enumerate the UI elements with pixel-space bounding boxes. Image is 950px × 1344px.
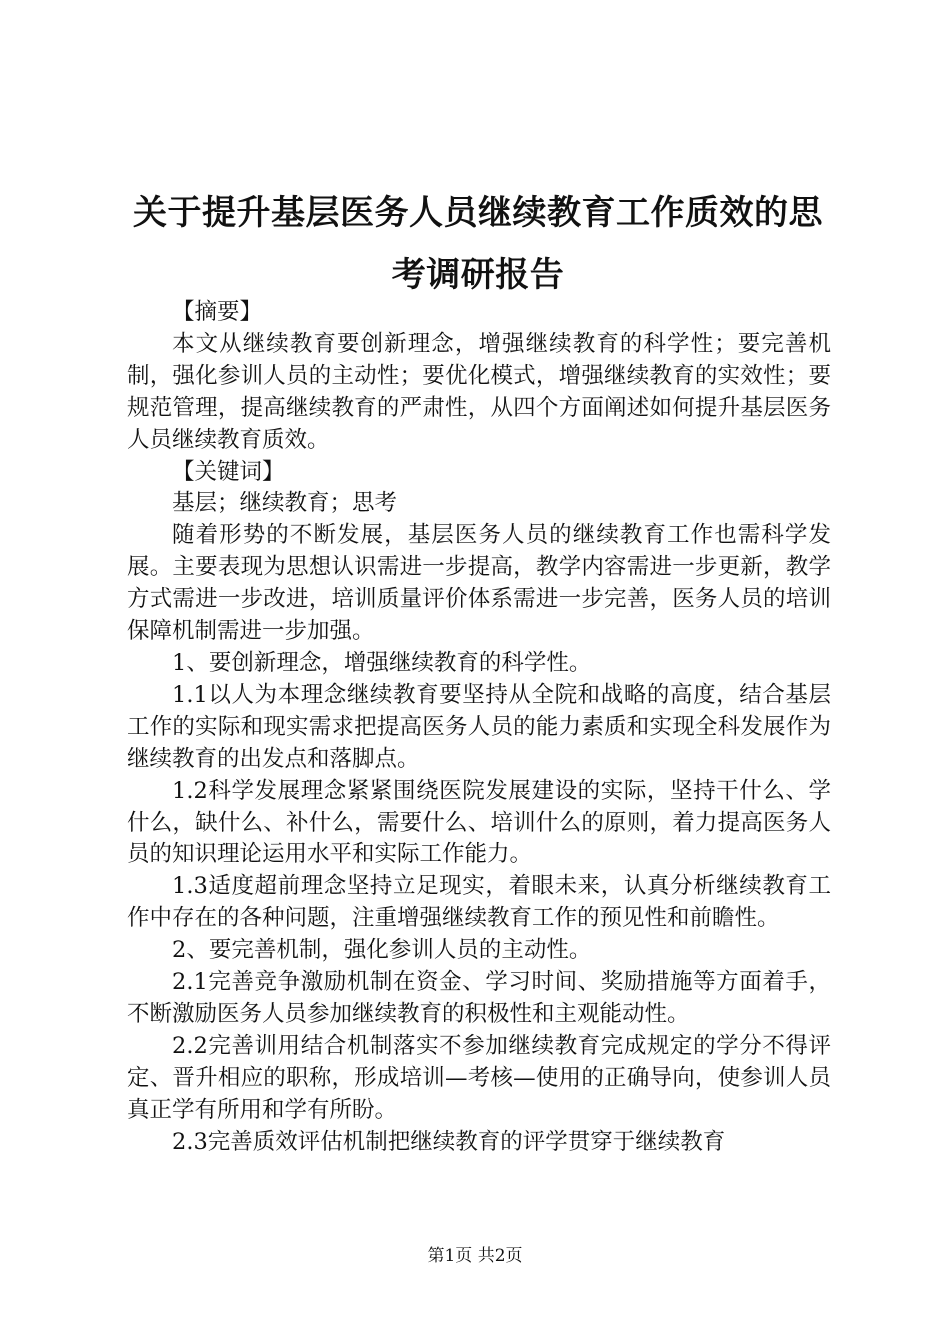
abstract-heading: 【摘要】: [172, 299, 263, 325]
subsection-1-2: 1.2科学发展理念紧紧围绕医院发展建设的实际，坚持干什么、学什么，缺什么、补什么，需要什么、培训什么的原则，着力提高医务人员的知识理论运用水平和实际工作能力。: [127, 777, 831, 868]
subsection-2-2: 2.2完善训用结合机制落实不参加继续教育完成规定的学分不得评定、晋升相应的职称，形成培训—考核—使用的正确导向，使参训人员真正学有所用和学有所盼。: [127, 1032, 831, 1123]
subsection-2-1: 2.1完善竞争激励机制在资金、学习时间、奖励措施等方面着手，不断激励医务人员参加继续教育的积极性和主观能动性。: [127, 969, 831, 1027]
subsection-1-3: 1.3适度超前理念坚持立足现实，着眼未来，认真分析继续教育工作中存在的各种问题，注重增强继续教育工作的预见性和前瞻性。: [127, 873, 831, 932]
keywords-heading: 【关键词】: [172, 458, 285, 485]
document-title: 关于提升基层医务人员继续教育工作质效的思考调研报告: [133, 193, 823, 295]
abstract-paragraph: 本文从继续教育要创新理念，增强继续教育的科学性；要完善机制，强化参训人员的主动性；要优化模式，增强继续教育的实效性；要规范管理，提高继续教育的严肃性，从四个方面阐述如何提升基层医务人员继续教育质效。: [127, 330, 831, 453]
intro-paragraph: 随着形势的不断发展，基层医务人员的继续教育工作也需科学发展。主要表现为思想认识需进一步提高，教学内容需进一步更新，教学方式需进一步改进，培训质量评价体系需进一步完善，医务人员的培训保障机制需进一步加强。: [127, 522, 831, 645]
section-heading-2: 2、要完善机制，强化参训人员的主动性。: [172, 937, 592, 964]
subsection-2-3: 2.3完善质效评估机制把继续教育的评学贯穿于继续教育: [172, 1128, 726, 1155]
subsection-1-1: 1.1以人为本理念继续教育要坚持从全院和战略的高度，结合基层工作的实际和现实需求把提高医务人员的能力素质和实现全科发展作为继续教育的出发点和落脚点。: [127, 681, 831, 772]
section-heading-1: 1、要创新理念，增强继续教育的科学性。: [172, 649, 592, 676]
keywords-paragraph: 基层；继续教育；思考: [172, 490, 398, 517]
page-number-footer: 第1页 共2页: [427, 1246, 523, 1266]
document-body: [127, 297, 831, 1158]
